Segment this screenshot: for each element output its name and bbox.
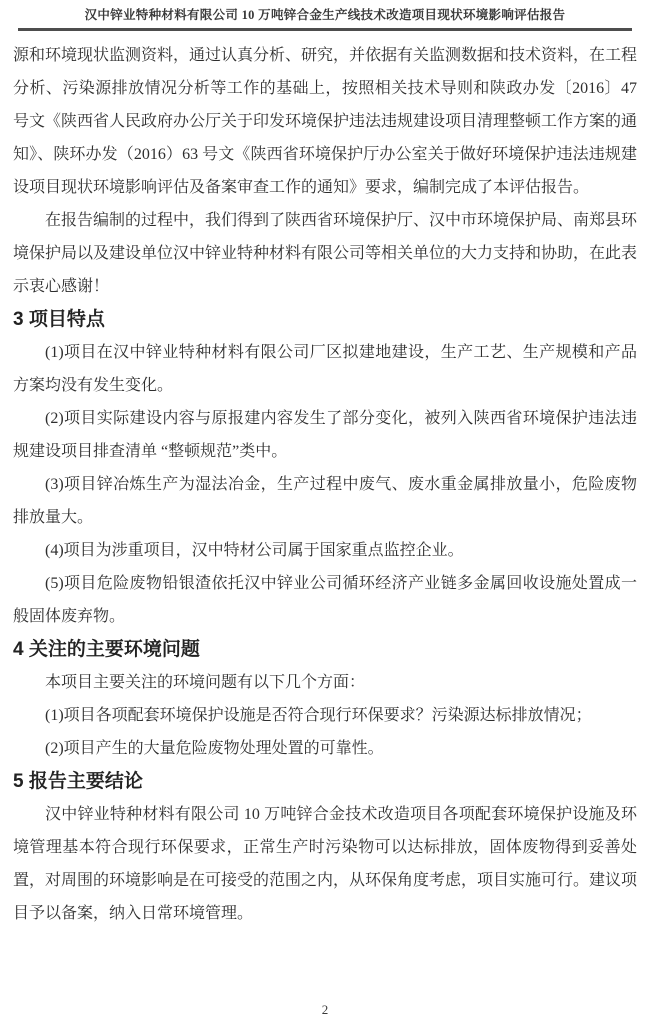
section-heading-3: 3 项目特点 [13,309,105,330]
page-footer [0,1002,650,1018]
section3-item-1: (1)项目在汉中锌业特种材料有限公司厂区拟建地建设，生产工艺、生产规模和产品方案均没有发生变化。 [13,344,637,394]
section3-item-2: (2)项目实际建设内容与原报建内容发生了部分变化，被列入陕西省环境保护违法违规建设项目排查清单 “整顿规范”类中。 [13,410,637,460]
document-content [13,39,637,930]
header-rule [18,28,632,31]
page-header [0,0,650,31]
section5-conclusion: 汉中锌业特种材料有限公司 10 万吨锌合金技术改造项目各项配套环境保护设施及环境管理基本符合现行环保要求，正常生产时污染物可以达标排放，固体废物得到妥善处置，对周围的环境影响是在可接受的范围之内，从环保角度考虑，项目实施可行。建议项目予以备案，纳入日常环境管理。 [13,806,638,922]
paragraph-acknowledgement: 在报告编制的过程中，我们得到了陕西省环境保护厅、汉中市环境保护局、南郑县环境保护局以及建设单位汉中锌业特种材料有限公司等相关单位的大力支持和协助，在此表示衷心感谢！ [13,212,638,295]
section-heading-5: 5 报告主要结论 [13,771,143,792]
section-heading-4: 4 关注的主要环境问题 [13,639,200,660]
section4-item-1: (1)项目各项配套环境保护设施是否符合现行环保要求？污染源达标排放情况； [45,707,592,724]
paragraph-continuation: 源和环境现状监测资料，通过认真分析、研究，并依据有关监测数据和技术资料，在工程分析、污染源排放情况分析等工作的基础上，按照相关技术导则和陕政办发〔2016〕47 号文《陕西省人民政府办公厅关于印发环境保护违法违规建设项目清理整顿工作方案的通知》、陕环办发（2016）63 号文《陕西省环境保护厅办公室关于做好环境保护违法违规建设项目现状环境影响评估及备案审查工作的通知》要求，编制完成了本评估报告。 [13,47,638,196]
section4-item-2: (2)项目产生的大量危险废物处理处置的可靠性。 [45,740,384,757]
section3-item-4: (4)项目为涉重项目，汉中特材公司属于国家重点监控企业。 [45,542,464,559]
page-number: 2 [321,1002,329,1017]
section4-intro: 本项目主要关注的环境问题有以下几个方面： [45,674,366,691]
section3-item-5: (5)项目危险废物铅银渣依托汉中锌业公司循环经济产业链多金属回收设施处置成一般固体废弃物。 [13,575,637,625]
header-title: 汉中锌业特种材料有限公司 10 万吨锌合金生产线技术改造项目现状环境影响评估报告 [84,8,566,22]
section3-item-3: (3)项目锌冶炼生产为湿法冶金，生产过程中废气、废水重金属排放量小，危险废物排放量大。 [13,476,637,526]
